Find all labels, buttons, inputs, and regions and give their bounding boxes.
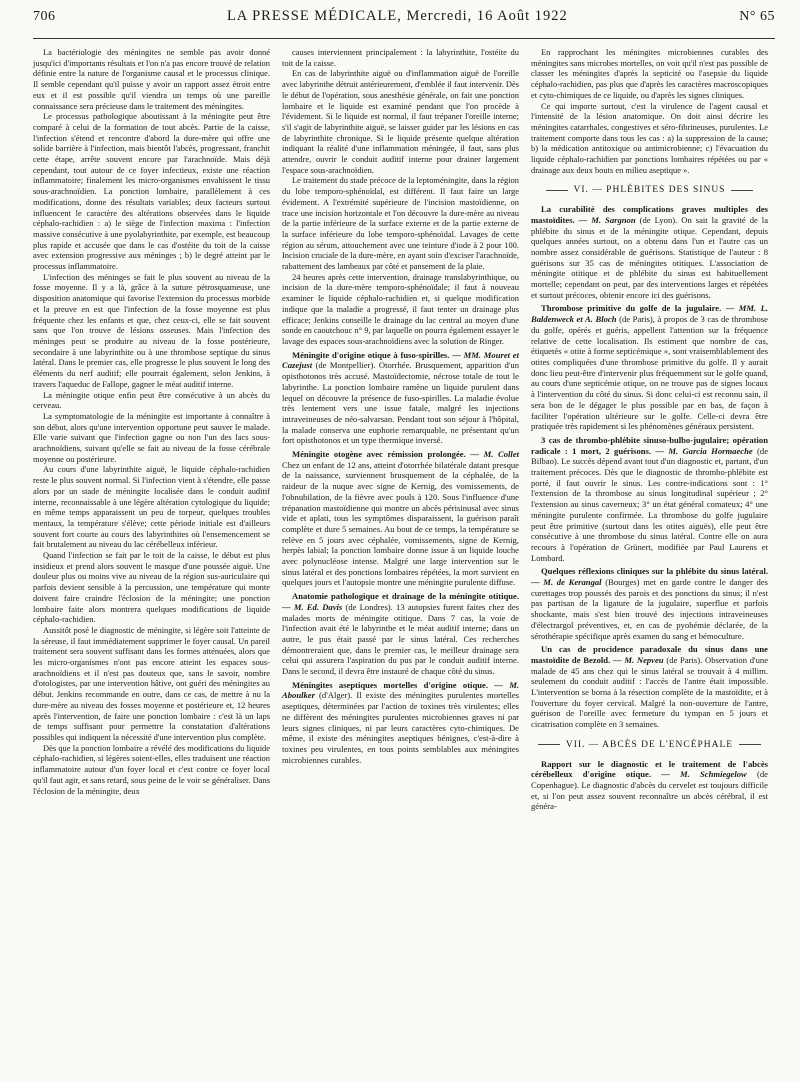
abstract-body: Observation d'une malade de 45 ans chez qui le sinus latéral se trouvait à 4 millim. seulement du conduit auditif : l'accès de l'antre était impossible. L'intervention se borna à la résection complète de la mastoïdite, et à l'ouverture du foyer cervical. Malgré la non-ouverture de l'antre, guérison de l'oreille avec fermeture du tympan en 5 jours et cicatrisation complète en 3 semaines. (531, 654, 769, 730)
author-name: MM. Mouret et Cazejust (282, 349, 519, 371)
paragraph: En cas de labyrinthite aiguë ou d'inflammation aiguë de l'oreille avec labyrinthe détruit antérieurement, d'emblée il faut intervenir. Dès le début de l'opération, sous anesthésie générale, on fait une ponction lombaire et le liquide est examiné pendant que l'on procède à l'évidement. Si le liquide est normal, il faut trépaner l'oreille interne; s'il s'agit de labyrinthite aiguë, se laisser guider par les lésions en cas de labyrinthite chronique. Si le liquide présente quelque altération indiquant la réalité d'une inflammation méningée, il faut, sans plus attendre, ouvrir le conduit auditif interne pour drainer largement l'espace sous-arachnoïdien. (282, 68, 519, 175)
page-number: 706 (33, 9, 56, 24)
paragraph: Aussitôt posé le diagnostic de méningite, si légère soit l'atteinte de la séreuse, il faut immédiatement supprimer le foyer causal. Un pareil traitement sera souvent suffisant dans les formes atténuées, alors que les micro-organismes n'ont pas encore atteint les espaces sous-arachnoïdiens et il n'est pas douteux que, sans le savoir, nombre d'otologistes, par une intervention hâtive, ont guéri des méningites au début. Jenkins recommande en outre, dans ce cas, de mettre à nu la dure-mère au niveau des fosses moyenne et postérieure et, 12 heures après l'intervention, de faire une ponction lombaire : c'est là un laps de temps suffisant pour permettre la constatation d'altérations possibles qui indiquent la nécessité d'une intervention plus complète. (33, 624, 270, 742)
abstract-body: met en garde contre le danger des curettages trop poussés des parois et des ponctions du sinus; il n'est pas partisan de la ligature de la jugulaire, superflue et parfois shockante, mais s'est bien trouvé des injections intraveineuses d'électrargol préventives, et, en cas de pyohémie déclarée, de la sérothérapie spécifique après examen du sang et bémoculture. (531, 577, 768, 641)
abstract-entry: Thrombose primitive du golfe de la jugulaire. — MM. L. Baldenweck et A. Bloch (de Paris), à propos de 3 cas de thrombose du golfe, opérés et guéris, appellent l'attention sur la fréquence relative de cette localisation. Ils estiment que nombre de cas, étiquetés « otite à forme septicémique », sont vraisemblablement des otites compliquées d'une thrombose primitive du golfe. Il y aurait donc lieu peut-être d'intervenir plus fréquemment sur le golfe quand, au cours d'une septicémie otique, on ne trouve pas de signes locaux à l'intervention du côté du sinus. Si donc celui-ci est reconnu sain, il sera bon de le dégager le plus possible par en bas, de façon à faciliter l'opération ultérieure sur le golfe. Celle-ci devra être pratiquée très rapidement si les phénomènes généraux persistent. (531, 303, 768, 432)
abstract-entry: La curabilité des complications graves multiples des mastoïdites. — M. Sargnon (de Lyon). On sait la gravité de la phlébite du sinus et de la méningite otique. Cependant, depuis quelques années surtout, on a obtenu dans l'un et l'autre cas un nombre assez considérable de guérisons. Statistique de l'auteur : 8 guérisons sur 35 cas de méningites otitiques. L'association de méningite otitique et de phlébite du sinus est habituellement mortelle; cependant on peut, par des interventions larges et répétées et surtout précoces, obtenir encore ici des guérisons. (531, 204, 769, 300)
abstract-title: Anatomie pathologique et drainage de la méningite otitique. (292, 591, 519, 602)
abstract-entry: Méningite otogène avec rémission prolongée. — M. Collet Chez un enfant de 12 ans, atteint d'otorrhée bilatérale datant presque de la naissance, surviennent brusquement de la céphalée, de la raideur de la nuque avec signe de Kernig, des vomissements, de l'obnubilation, de la fièvre avec pouls à 120. Sous l'influence d'une trépanation mastoïdienne qui montre un abcès périsinusal avec sinus vide et aplati, tous les symptômes disparaissent, la guérison paraît complète et dure 5 semaines. Au bout de ce temps, la température se relève en 5 jours avec céphalée, vomissements, signe de Kernig, herpès labial; la ponction lombaire donne issue à un liquide louche avec polynucléose intense. Malgré une large intervention sur le sinus latéral et des ponctions lombaires répétées, la mort survient en quelques jours et l'autopsie montre une méningite purulente diffuse. (282, 449, 520, 588)
paragraph: L'infection des méninges se fait le plus souvent au niveau de la fosse moyenne. Il y a là, grâce à la suture pétrosquameuse, une disposition anatomique qui favorise l'extension du processus morbide et la preuve en est que l'infection de la fosse moyenne est plus fréquente chez les enfants et que, chez ceux-ci, elle se fait souvent sans que l'on trouve de lésions osseuses. Mais l'infection des méninges peut se produire au niveau de la fosse postérieure, secondaire à une labyrinthite ou à une thrombose septique du sinus latéral. Dans le premier cas, elle progresse le plus souvent le long des éléments du nerf auditif; elle pourrait également, selon Jenkins, à travers l'aqueduc de Fallope, gagner le méat auditif interne. (33, 271, 270, 389)
paragraph: La bactériologie des méningites ne semble pas avoir donné jusqu'ici d'importants résultats et l'on n'a pas encore trouvé de relation définie entre la nature de l'organisme causal et le processus clinique. Il semble cependant qu'il puisse y avoir un rapport assez étroit entre eux et il est possible qu'il viendra un temps où une pareille connaissance sera précieuse dans le traitement des méningites. (33, 47, 270, 111)
abstract-body: Otorrhée. Brusquement, apparition d'un opisthotonos très accusé. Mastoïdectomie, nécrose totale de tout le labyrinthe. La ponction lombaire ramène un liquide purulent dans lequel on découvre la présence de fuso-spirilles. La maladie évolue très lentement vers une issue fatale, malgré les injections intraveineuses de néo-salvarsan. Pendant tout son séjour à l'hôpital, la malade conserva une euphorie remarquable, ne présentant qu'un fort opisthotonos et un type thermique inversé. (282, 360, 519, 446)
paragraph: Le processus pathologique aboutissant à la méningite peut être comparé à celui de la formation de tout abcès. Partie de la caisse, l'infection s'étend et rencontre d'abord la dure-mère qui offre une solide barrière à l'infection, mais bientôt l'abcès, progressant, franchit cette étape, arrête souvent encore par l'arachnoïde. Mais déjà cependant, tout autour de ce foyer infectieux, existe une réaction inflammatoire; finalement les micro-organismes envahissent le tissu sous-arachnoïdien. La ponction lombaire, parallèlement à ces modifications, donne des résultats variables; deux facteurs surtout influencent le caractère des altérations observées dans le liquide céphalo-rachidien : a) le siège de l'infection maxima : l'infection massive consécutive à une pyolabyrinthite, par exemple, est beaucoup plus rapide et accusée que dans le cas d'ostéite du toit de la caisse avec extension progressive aux méninges ; b) le degré atteint par le processus inflammatoire. (33, 111, 270, 272)
journal-title: LA PRESSE MÉDICALE, Mercredi, 16 Août 1922 (226, 8, 568, 24)
abstract-entry: Rapport sur le diagnostic et le traitement de l'abcès cérébelleux d'origine otique. — M. Schmiegelow (de Copenhague). Le diagnostic d'abcès du cervelet est toujours difficile et, si l'on peut assez souvent reconnaître un abcès cérébral, il est généra- (531, 758, 768, 812)
abstract-entry: Quelques réflexions cliniques sur la phlébite du sinus latéral. — M. de Kerangal (Bourges) met en garde contre le danger des curettages trop poussés des parois et des ponctions du sinus; il n'est pas partisan de la ligature de la jugulaire, superflue et parfois shockante, mais s'est bien trouvé des injections intraveineuses d'électrargol préventives, et, en cas de pyohémie déclarée, de la sérothérapie spécifique après examen du sang et bémoculture. (531, 566, 768, 641)
abstract-title: 3 cas de thrombo-phlébite sinuso-bulbo-jugulaire; opération radicale : 1 mort, 2 guérisons. (531, 434, 768, 456)
author-affiliation: (d'Alger). (319, 690, 353, 701)
author-name: MM. L. Baldenweck et A. Bloch (531, 303, 768, 325)
abstract-body: Chez un enfant de 12 ans, atteint d'otorrhée bilatérale datant presque de la naissance, surviennent brusquement de la céphalée, de la raideur de la nuque avec signe de Kernig, des vomissements, de l'obnubilation, de la fièvre avec pouls à 120. Sous l'influence d'une trépanation mastoïdienne qui montre un abcès périsinusal avec sinus vide et aplati, tous les symptômes disparaissent, la guérison paraît complète et dure 5 semaines. Au bout de ce temps, la température se relève en 5 jours avec céphalée, vomissements, signe de Kernig, herpès labial; la ponction lombaire donne issue à un liquide louche avec polynucléose intense. Malgré une large intervention sur le sinus latéral et des ponctions lombaires répétées, la mort survient en quelques jours et l'autopsie montre une méningite purulente diffuse. (282, 459, 519, 588)
column-2 (282, 47, 519, 814)
issue-number: N° 65 (739, 9, 775, 24)
author-affiliation: (Bourges) (605, 577, 640, 588)
page-header (33, 8, 775, 39)
section-heading: VII. — ABCÈS DE L'ENCÉPHALE (531, 740, 768, 751)
paragraph: Au cours d'une labyrinthite aiguë, le liquide céphalo-rachidien reste le plus souvent normal. Si l'infection vient à s'étendre, elle passe alors par un stade de méningite localisée dans le conduit auditif interne, reconnaissable à une légère altération cytologique du liquide; en même temps apparaissent un peu de torpeur, quelques troubles mentaux, la température s'élève; cette période initiale est d'ailleurs souvent fort courte au cours des labyrinthites où l'ensemencement se fait brutalement au niveau du lac cérébelleux inférieur. (33, 464, 270, 550)
abstract-title: Méningite otogène avec rémission prolongée. (292, 449, 466, 460)
abstract-title: Méningites aseptiques mortelles d'origine otique. (292, 679, 488, 690)
abstract-title: Rapport sur le diagnostic et le traitement de l'abcès cérébelleux d'origine otique. (531, 758, 768, 780)
abstract-entry: Méningites aseptiques mortelles d'origine otique. — M. Aboulker (d'Alger). Il existe des méningites purulentes mortelles aseptiques, déterminées par l'action de toxines très virulentes; elles ne diffèrent des méningites purulentes microbiennes graves ni par leurs signes cliniques, ni par leurs caractères cyto-chimiques. De même, il existe des méningites aseptiques bénignes, c'est-à-dire à toxines peu virulentes, en tous points semblables aux méningites microbiennes curables. (282, 679, 520, 765)
paragraph: Le traitement du stade précoce de la leptoméningite, dans la région du lobe temporo-sphénoïdal, est différent. Il faut faire un large évidement. A l'extrémité supérieure de l'incision mastoïdienne, on trace une incision horizontale et l'on découvre la dure-mère au niveau de la partie inférieure de la surface externe et de la partie externe de la surface inférieure du lobe temporo-sphénoïdal. Lavages de cette région au sérum, attouchement avec une teinture d'iode à 2 pour 100. Incision cruciale de la dure-mère, en ayant soin d'exciser l'arachnoïde, rabattement des lambeaux par côté et pansement de la plaie. (282, 175, 519, 272)
author-name: M. Nepveu (624, 654, 664, 665)
author-affiliation: (de Bilbao). (531, 445, 769, 467)
author-affiliation: (de Lyon). (639, 214, 678, 225)
abstract-entry: 3 cas de thrombo-phlébite sinuso-bulbo-jugulaire; opération radicale : 1 mort, 2 guérisons. — M. Garcia Hormaeche (de Bilbao). Le succès dépend avant tout d'un diagnostic et, partant, d'un traitement précoces. Dès que le diagnostic de thrombo-phlébite est porté, il faut ouvrir le sinus. Les contre-indications sont : 1° l'extension de la thrombose au sinus longitudinal supérieur ; 2° l'extension au sinus caverneux; 3° un état général comateux; 4° une méningite purulente confirmée. La thrombose du golfe jugulaire peut être primitive (surtout dans les otites aiguës), elle peut être consécutive à une thrombose du sinus latéral. Contre elle on aura recours à l'opération de Grünert, modifiée par Paul Laurens et Lombard. (531, 434, 769, 563)
abstract-entry: Méningite d'origine otique à fuso-spirilles. — MM. Mouret et Cazejust (de Montpellier). Otorrhée. Brusquement, apparition d'un opisthotonos très accusé. Mastoïdectomie, nécrose totale de tout le labyrinthe. La ponction lombaire ramène un liquide purulent dans lequel on découvre la présence de fuso-spirilles. La maladie évolue très lentement vers une issue fatale, malgré les injections intraveineuses de néo-salvarsan. Pendant tout son séjour à l'hôpital, la malade conserva une euphorie remarquable, ne présentant qu'un fort opisthotonos et un type thermique inversé. (282, 349, 519, 446)
section-heading: VI. — PHLÉBITES DES SINUS (531, 185, 768, 196)
author-name: M. de Kerangal (543, 577, 602, 588)
paragraph: La méningite otique enfin peut être consécutive à un abcès du cerveau. (33, 389, 270, 411)
author-affiliation: (de Montpellier). (315, 360, 376, 371)
abstract-title: Méningite d'origine otique à fuso-spirilles. (292, 349, 450, 360)
author-name: M. Sargnon (591, 214, 636, 225)
column-1 (33, 47, 270, 814)
author-name: M. Aboulker (282, 679, 520, 701)
author-affiliation: (de Paris), (619, 314, 655, 325)
abstract-entry: Un cas de procidence paradoxale du sinus dans une mastoïdite de Bezold. — M. Nepveu (de Paris). Observation d'une malade de 45 ans chez qui le sinus latéral se trouvait à 4 millim. seulement du conduit auditif : l'accès de l'antre était impossible. L'intervention se borna à la résection complète de la mastoïdite, et à l'ouverture du foyer cervical. Malgré la non-ouverture de l'antre, guérison de l'oreille avec fermeture du tympan en 5 jours et cicatrisation complète en 3 semaines. (531, 644, 769, 730)
paragraph: La symptomatologie de la méningite est importante à connaître à son début, alors qu'une intervention opportune peut sauver le malade. Elle varie suivant que l'infection gagne ou non l'un des lacs sous-arachnoïdiens, suivant qu'elle se fait au niveau de la fosse cérébrale moyenne ou postérieure. (33, 410, 270, 464)
paragraph: Ce qui importe surtout, c'est la virulence de l'agent causal et l'intensité de la lésion anatomique. On doit ainsi décrire les méningites catarrhales, congestives et séro-fibrineuses, purulentes. Le traitement comporte dans tous les cas : a) la suppression de la cause; b) la médication antitoxique ou antimicrobienne; c) l'évacuation du liquide céphalo-rachidien par ponctions lombaires répétées ou par « drainage aux deux bouts en milieu aseptique ». (531, 100, 768, 175)
paragraph: Dès que la ponction lombaire a révélé des modifications du liquide céphalo-rachidien, si légères soient-elles, elles traduisent une réaction inflammatoire autour d'un foyer local et c'est contre ce foyer local qu'il faut agir, et sans retard, sous peine de le voir se généraliser. Dans l'éclosion de la méningite, deux (33, 742, 270, 796)
abstract-body: Il existe des méningites purulentes mortelles aseptiques, déterminées par l'action de toxines très virulentes; elles ne diffèrent des méningites purulentes microbiennes graves ni par leurs signes cliniques, ni par leurs caractères cyto-chimiques. De même, il existe des méningites aseptiques bénignes, c'est-à-dire à toxines peu virulentes, en tous points semblables aux méningites microbiennes curables. (282, 690, 519, 765)
abstract-body: à propos de 3 cas de thrombose du golfe, opérés et guéris, appellent l'attention sur la fréquence relative de cette localisation. Ils estiment que nombre de cas, étiquetés « otite à forme septicémique », sont vraisemblablement des otites compliquées d'une thrombose primitive du golfe. Il y aurait donc lieu peut-être d'intervenir plus fréquemment sur le golfe quand, au cours d'une septicémie otique, on ne trouve pas de signes locaux à l'intervention du côté du sinus. Si donc celui-ci est reconnu sain, il sera bon de le dégager le plus possible par en bas, de façon à faciliter l'opération ultérieure sur le golfe. Celle-ci devra être pratiquée très rapidement si les phénomènes généraux persistent. (531, 314, 768, 432)
author-affiliation: (de Paris). (666, 654, 703, 665)
author-name: M. Garcia Hormaeche (668, 445, 753, 456)
abstract-body: On sait la gravité de la phlébite du sinus et de la méningite otique. Cependant, depuis quelques années surtout, on a obtenu dans l'un et l'autre cas un nombre assez considérable de guérisons. Statistique de l'auteur : 8 guérisons sur 35 cas de méningites otitiques. L'association de méningite otitique et de phlébite du sinus est habituellement mortelle; cependant on peut, par des interventions larges et répétées et surtout précoces, obtenir encore ici des guérisons. (531, 214, 769, 300)
paragraph: causes interviennent principalement : la labyrinthite, l'ostéite du toit de la caisse. (282, 47, 519, 68)
author-name: M. Ed. Davis (293, 601, 343, 612)
abstract-title: Quelques réflexions cliniques sur la phlébite du sinus latéral. (541, 566, 768, 577)
paragraph: Quand l'infection se fait par le toit de la caisse, le début est plus insidieux et prend alors souvent le masque d'une poussée aiguë. Une douleur plus ou moins vive au niveau de la région sus-auriculaire qui parfois devient sensible à la percussion, une température qui monte doivent faire craindre l'éclosion de la méningite; une ponction lombaire faite alors montrera quelques modifications de liquide céphalo-rachidien. (33, 550, 270, 625)
abstract-body: Le diagnostic d'abcès du cervelet est toujours difficile et, si l'on peut assez souvent reconnaître un abcès cérébral, il est généra- (531, 780, 768, 812)
abstract-title: Un cas de procidence paradoxale du sinus dans une mastoïdite de Bezold. (531, 644, 768, 665)
paragraph: En rapprochant les méningites microbiennes curables des méningites sans microbes mortelles, on voit qu'il n'est pas possible de classer les méningites d'après la septicité ou l'asepsie du liquide céphalo-rachidien, pas plus que d'après les caractères macroscopiques et cyto-chimiques de ce liquide, ou d'après les signes cliniques. (531, 47, 768, 100)
author-name: M. Collet (483, 449, 520, 460)
abstract-title: La curabilité des complications graves multiples des mastoïdites. (531, 204, 768, 225)
abstract-entry: Anatomie pathologique et drainage de la méningite otitique. — M. Ed. Davis (de Londres). 13 autopsies furent faites chez des malades morts de méningite otitique. Dans 7 cas, la voie de l'infection avait été le labyrinthe et le méat auditif interne; dans un autre, le pus était passé par le sinus latéral. Ces recherches démontreraient que, dans le premier cas, le meilleur drainage sera celui qui assurera l'aspiration du pus par le conduit auditif interne. Dans le second, il devra être instauré de chaque côté du sinus. (282, 591, 519, 677)
abstract-body: Le succès dépend avant tout d'un diagnostic et, partant, d'un traitement précoces. Dès que le diagnostic de thrombo-phlébite est porté, il faut ouvrir le sinus. Les contre-indications sont : 1° l'extension de la thrombose au sinus longitudinal supérieur ; 2° l'extension au sinus caverneux; 3° un état général comateux; 4° une méningite purulente confirmée. La thrombose du golfe jugulaire peut être primitive (surtout dans les otites aiguës), elle peut être consécutive à une thrombose du sinus latéral. Contre elle on aura recours à l'opération de Grünert, modifiée par Paul Laurens et Lombard. (531, 456, 769, 563)
article-columns (33, 47, 775, 814)
paragraph: 24 heures après cette intervention, drainage translabyrinthique, ou incision de la dure-mère temporo-sphénoïdale; il faut à nouveau examiner le liquide céphalo-rachidien et, si quelque modification indique que la maladie a progressé, il faut tenter un drainage plus efficace; Jenkins conseille le drainage du lac central au moyen d'une sonde en caoutchouc n° 9, par laquelle on pourra également essayer le lavage des espaces sous-arachnoïdiens avec la solution de Ringer. (282, 271, 519, 346)
abstract-title: Thrombose primitive du golfe de la jugulaire. (541, 303, 722, 314)
column-3 (531, 47, 768, 814)
abstract-body: 13 autopsies furent faites chez des malades morts de méningite otitique. Dans 7 cas, la voie de l'infection avait été le labyrinthe et le méat auditif interne; dans un autre, le pus était passé par le sinus latéral. Ces recherches démontreraient que, dans le premier cas, le meilleur drainage sera celui qui assurera l'aspiration du pus par le conduit auditif interne. Dans le second, il devra être instauré de chaque côté du sinus. (282, 601, 519, 677)
author-name: M. Schmiegelow (680, 769, 747, 780)
author-affiliation: (de Londres). (345, 601, 393, 612)
author-affiliation: (de Copenhague). (531, 769, 768, 790)
